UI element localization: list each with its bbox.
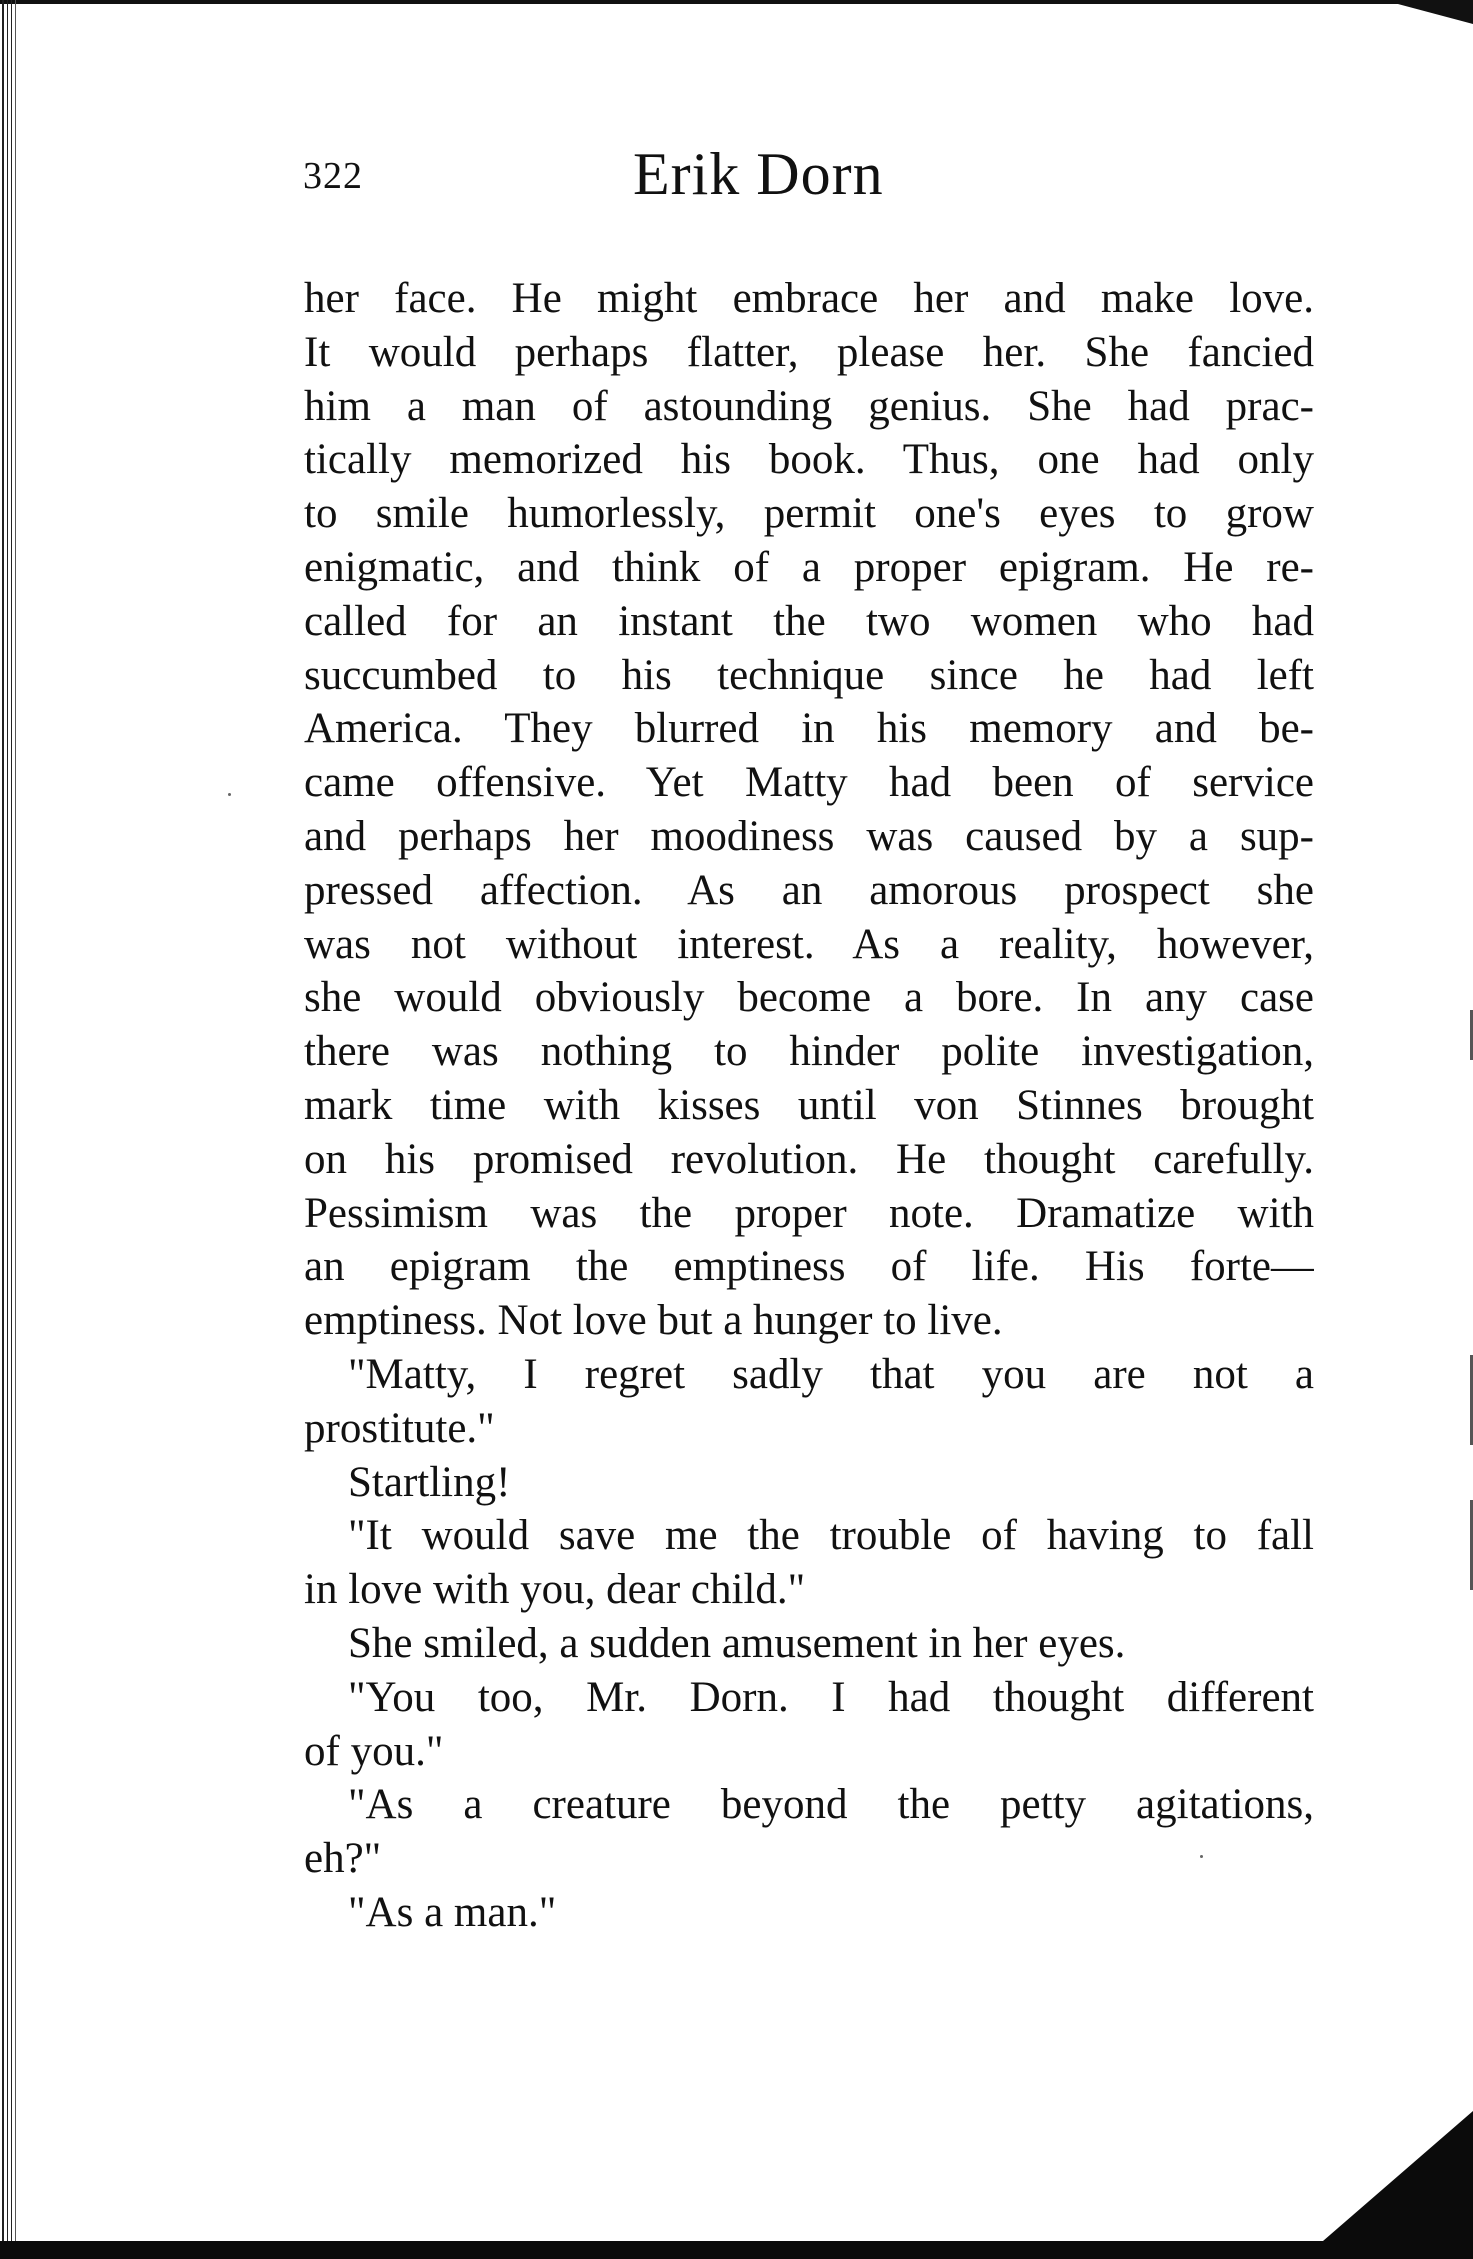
text-line: called for an instant the two women who had	[304, 597, 1314, 645]
binding-edge	[0, 0, 22, 2259]
text-line: "As a man."	[348, 1888, 557, 1936]
text-line: succumbed to his technique since he had left	[304, 651, 1314, 699]
text-line: an epigram the emptiness of life. His forte—	[304, 1243, 1314, 1291]
binding-line	[2, 0, 4, 2259]
page-number: 322	[303, 155, 363, 197]
text-line: tically memorized his book. Thus, one had only	[304, 436, 1314, 484]
text-line: "Matty, I regret sadly that you are not a	[348, 1350, 1314, 1398]
text-line: prostitute."	[304, 1404, 495, 1452]
text-line: him a man of astounding genius. She had prac-	[304, 382, 1314, 430]
text-line: pressed affection. As an amorous prospect she	[304, 866, 1314, 914]
text-line: mark time with kisses until von Stinnes brought	[304, 1081, 1314, 1129]
text-line: America. They blurred in his memory and be-	[304, 705, 1314, 753]
page-header	[303, 140, 1313, 210]
body-text	[304, 272, 1314, 1940]
text-line: of you."	[304, 1727, 444, 1775]
scan-top-edge	[0, 0, 1473, 4]
binding-line	[7, 0, 8, 2259]
text-line: enigmatic, and think of a proper epigram. He re-	[304, 543, 1314, 591]
text-line: she would obviously become a bore. In any case	[304, 974, 1314, 1022]
scan-top-corner	[1383, 0, 1473, 24]
text-line: and perhaps her moodiness was caused by a sup-	[304, 812, 1314, 860]
text-line: "It would save me the trouble of having to fall	[348, 1512, 1314, 1560]
text-line: on his promised revolution. He thought carefully.	[304, 1135, 1314, 1183]
text-line: "You too, Mr. Dorn. I had thought different	[348, 1673, 1314, 1721]
text-line: "As a creature beyond the petty agitations,	[348, 1781, 1314, 1829]
text-line: came offensive. Yet Matty had been of service	[304, 759, 1314, 807]
text-line: emptiness. Not love but a hunger to live.	[304, 1297, 1003, 1345]
running-title: Erik Dorn	[633, 141, 884, 207]
text-line: in love with you, dear child."	[304, 1566, 806, 1614]
scan-bottom-edge	[0, 2241, 1473, 2259]
binding-line	[15, 0, 16, 2259]
text-line: her face. He might embrace her and make love.	[304, 275, 1314, 322]
text-line: Pessimism was the proper note. Dramatize with	[304, 1189, 1314, 1237]
text-line: Startling!	[348, 1458, 511, 1506]
text-line: to smile humorlessly, permit one's eyes to grow	[304, 490, 1314, 538]
text-line: there was nothing to hinder polite investigation,	[304, 1028, 1314, 1076]
scan-speck	[228, 793, 231, 796]
scan-bottom-corner	[1323, 2111, 1473, 2241]
text-line: was not without interest. As a reality, however,	[304, 920, 1314, 968]
text-line: eh?"	[304, 1835, 382, 1883]
text-line: It would perhaps flatter, please her. She fancied	[304, 328, 1314, 376]
text-line: She smiled, a sudden amusement in her eyes.	[348, 1619, 1126, 1667]
binding-line	[11, 0, 12, 2259]
